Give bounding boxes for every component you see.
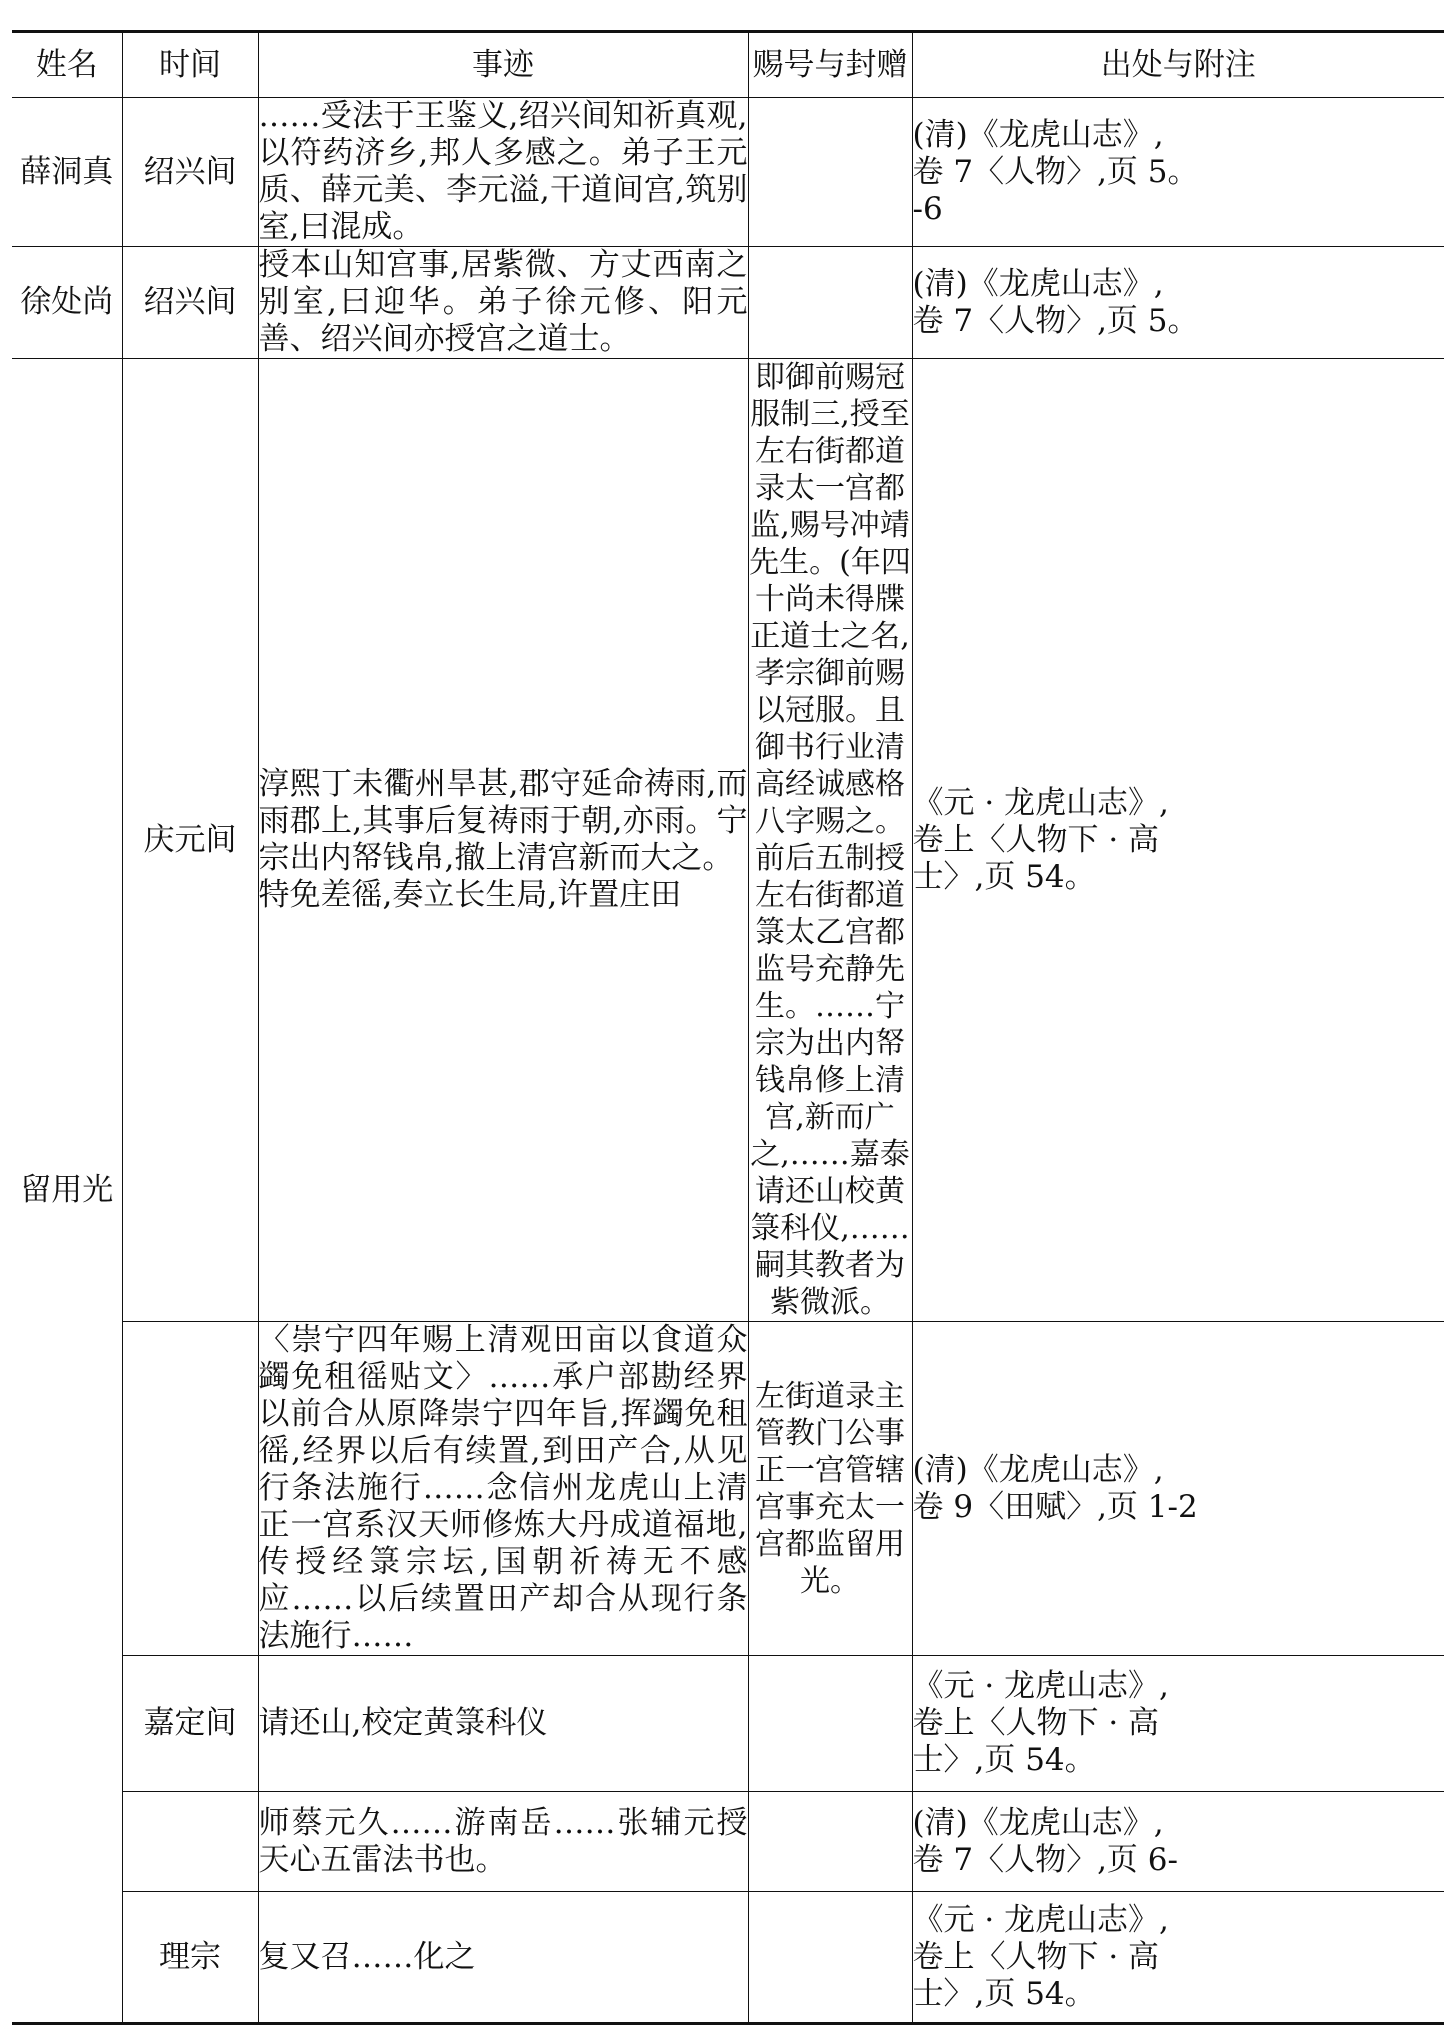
table-row — [12, 247, 1444, 359]
deeds-cell: 请还山,校定黄箓科仪 — [258, 1656, 748, 1792]
time-cell: 庆元间 — [122, 359, 258, 1322]
time-cell — [122, 1792, 258, 1892]
header-name: 姓名 — [12, 32, 122, 98]
table-row — [12, 1656, 1444, 1792]
deeds-cell: 授本山知宫事,居紫微、方丈西南之别室,曰迎华。弟子徐元修、阳元善、绍兴间亦授宫之道士。 — [258, 247, 748, 357]
header-row — [12, 32, 1444, 98]
titles-cell — [748, 1656, 912, 1792]
source-cell: 《元 · 龙虎山志》, 卷上〈人物下 · 高 士〉,页 54。 — [912, 1892, 1444, 2024]
table-row — [12, 359, 1444, 1322]
header-source: 出处与附注 — [912, 32, 1444, 98]
person-name: 留用光 — [12, 359, 122, 2024]
deeds-cell: 师蔡元久……游南岳……张辅元授天心五雷法书也。 — [258, 1792, 748, 1892]
table-row — [12, 1892, 1444, 2024]
titles-cell — [748, 1792, 912, 1892]
titles-cell — [748, 98, 912, 247]
source-cell: (清)《龙虎山志》, 卷 7〈人物〉,页 5。 -6 — [912, 98, 1444, 247]
titles-cell: 左街道录主管教门公事正一宫管辖宫事充太一宫都监留用光。 — [748, 1322, 912, 1656]
header-time: 时间 — [122, 32, 258, 98]
table-row — [12, 98, 1444, 247]
header-deeds: 事迹 — [258, 32, 748, 98]
records-table — [12, 30, 1444, 2025]
source-cell: (清)《龙虎山志》, 卷 9〈田赋〉,页 1-2 — [912, 1322, 1444, 1656]
titles-cell — [748, 247, 912, 359]
time-cell: 绍兴间 — [122, 247, 258, 359]
table-row — [12, 1322, 1444, 1656]
time-cell — [122, 1322, 258, 1656]
deeds-cell: ……受法于王鉴义,绍兴间知祈真观,以符药济乡,邦人多感之。弟子王元质、薛元美、李元溢,干道间宫,筑别室,曰混成。 — [258, 98, 748, 245]
titles-cell: 即御前赐冠服制三,授至左右街都道录太一宫都监,赐号冲靖先生。(年四十尚未得牒正道士之名,孝宗御前赐以冠服。且御书行业清高经诚感格八字赐之。前后五制授左右街都道箓太乙宫都监号充静先生。……宁宗为出内帑钱帛修上清宫,新而广之,……嘉泰请还山校黄箓科仪,……嗣其教者为紫微派。 — [749, 360, 911, 1320]
source-cell: (清)《龙虎山志》, 卷 7〈人物〉,页 5。 — [912, 247, 1444, 359]
person-name: 薛洞真 — [12, 98, 122, 247]
deeds-cell: 淳熙丁未衢州旱甚,郡守延命祷雨,而雨郡上,其事后复祷雨于朝,亦雨。宁宗出内帑钱帛,撤上清宫新而大之。 特免差徭,奏立长生局,许置庄田 — [258, 359, 748, 1322]
source-cell: (清)《龙虎山志》, 卷 7〈人物〉,页 6- — [912, 1792, 1444, 1892]
titles-cell — [748, 1892, 912, 2024]
deeds-cell: 〈崇宁四年赐上清观田亩以食道众蠲免租徭贴文〉……承户部勘经界以前合从原降崇宁四年旨,挥蠲免租徭,经界以后有续置,到田产合,从见行条法施行……念信州龙虎山上清正一宫系汉天师修炼大丹成道福地,传授经箓宗坛,国朝祈祷无不感应……以后续置田产却合从现行条法施行…… — [258, 1322, 748, 1654]
deeds-cell: 复又召……化之 — [258, 1892, 748, 2024]
time-cell: 理宗 — [122, 1892, 258, 2024]
table-row — [12, 1792, 1444, 1892]
header-titles: 赐号与封赠 — [748, 32, 912, 98]
time-cell: 嘉定间 — [122, 1656, 258, 1792]
person-name: 徐处尚 — [12, 247, 122, 359]
source-cell: 《元 · 龙虎山志》, 卷上〈人物下 · 高 士〉,页 54。 — [912, 359, 1444, 1322]
time-cell: 绍兴间 — [122, 98, 258, 247]
source-cell: 《元 · 龙虎山志》, 卷上〈人物下 · 高 士〉,页 54。 — [912, 1656, 1444, 1792]
